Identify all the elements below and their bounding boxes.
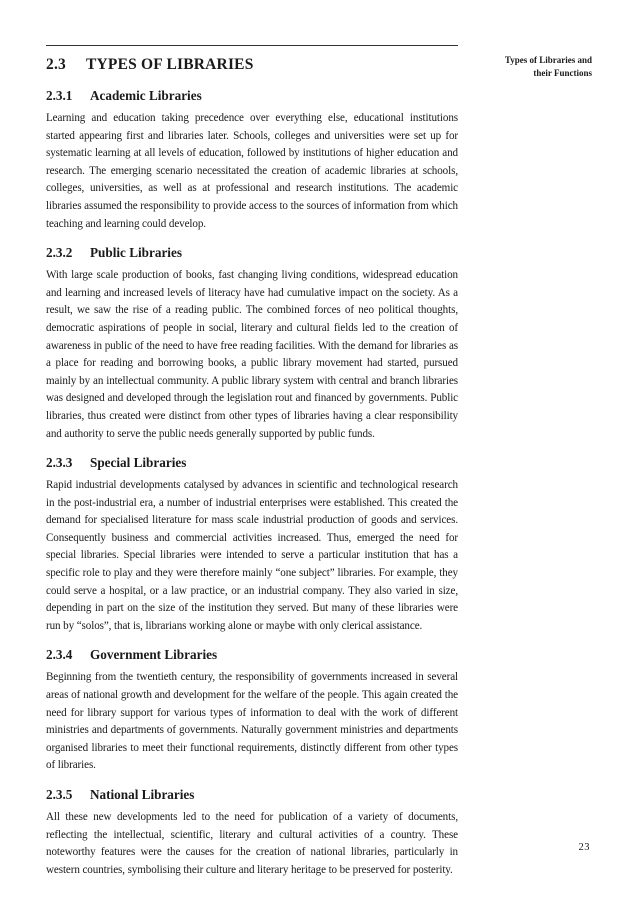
running-title-line-1: Types of Libraries and (504, 55, 592, 65)
subsection-heading (46, 647, 458, 663)
subsection-number: 2.3.3 (46, 455, 73, 471)
subsection-academic-libraries (46, 88, 458, 233)
subsection-title: Academic Libraries (90, 88, 202, 103)
page-number: 23 (578, 842, 590, 853)
subsection-government-libraries (46, 647, 458, 775)
subsection-heading (46, 88, 458, 104)
subsection-number: 2.3.1 (46, 88, 73, 103)
subsection-number: 2.3.5 (46, 787, 73, 802)
paragraph: Rapid industrial developments catalysed by advances in scientific and technological research in the post-industrial era, a number of industrial enterprises were established. This created the demand for specialised literature for mass scale industrial production of goods and services. Consequently business and commercial activities increased. Thus, emerged the need for special libraries. Special libraries were intended to serve a particular institution that has a specific role to play and they were therefore mainly “one subject” libraries. For example, they could serve a hospital, or a law practice, or an industrial company. They also varied in size, depending in part on the size of the institution they served. But many of these libraries were run by “solos”, that is, librarians working alone or maybe with only clerical assistance. (46, 479, 458, 632)
running-title (492, 54, 592, 79)
subsection-title: Government Libraries (90, 647, 218, 663)
paragraph: Learning and education taking precedence over everything else, educational institutions started appearing first and libraries later. Schools, colleges and universities were set up for systematic learning at all levels of education, followed by institutions of higher education and research. The emerging scenario necessitated the creation of academic libraries at schools, colleges, universities, as well as at professional and research institutions. The academic libraries assumed the responsibility to provide access to the sources of information from which teaching and learning could develop. (46, 112, 458, 230)
subsection-title: Special Libraries (90, 455, 187, 471)
paragraph: With large scale production of books, fast changing living conditions, widespread education and learning and increased levels of literacy have had cumulative impact on the society. As a result, we saw the rise of a reading public. The combined forces of neo political thoughts, democratic aspirations of people in social, literary and cultural fields led to the creation of awareness in public of the need to have free reading facilities. With the demand for libraries as a place for reading and borrowing books, a public library movement had started, pursued mainly by an intellectual community. A public library system with central and branch libraries was designed and developed through the legislation rout and financed by governments. Public libraries, thus created were distinct from other types of libraries having a clear responsibility and authority to serve the public needs generally supported by public funds. (46, 269, 458, 440)
subsection-public-libraries (46, 245, 458, 443)
paragraph: All these new developments led to the need for publication of a variety of documents, reflecting the intellectual, scientific, literary and cultural activities of a country. These noteworthy features were the causes for the creation of national libraries, particularly in western countries, symbolising their culture and literary heritage to be preserved for posterity. (46, 811, 458, 876)
subsection-number: 2.3.2 (46, 245, 73, 261)
subsection-national-libraries (46, 787, 458, 879)
subsection-heading (46, 245, 458, 261)
subsection-title: Public Libraries (90, 245, 182, 261)
subsection-special-libraries (46, 455, 458, 635)
section-heading (46, 56, 458, 74)
section-title: TYPES OF LIBRARIES (86, 56, 254, 73)
top-rule (46, 45, 458, 46)
paragraph: Beginning from the twentieth century, the responsibility of governments increased in several areas of national growth and development for the welfare of the people. This again created the need for library support for various types of information to deal with the work of different ministries and departments of governments. Naturally government ministries and departments organised libraries to meet their functional requirements, distinctly different from other types of libraries. (46, 671, 458, 772)
subsection-number: 2.3.4 (46, 647, 73, 663)
subsection-heading (46, 455, 458, 471)
section-number: 2.3 (46, 56, 66, 73)
subsection-heading (46, 787, 458, 803)
subsection-title: National Libraries (90, 787, 195, 802)
running-title-line-2: their Functions (533, 67, 592, 78)
main-content (46, 45, 458, 891)
